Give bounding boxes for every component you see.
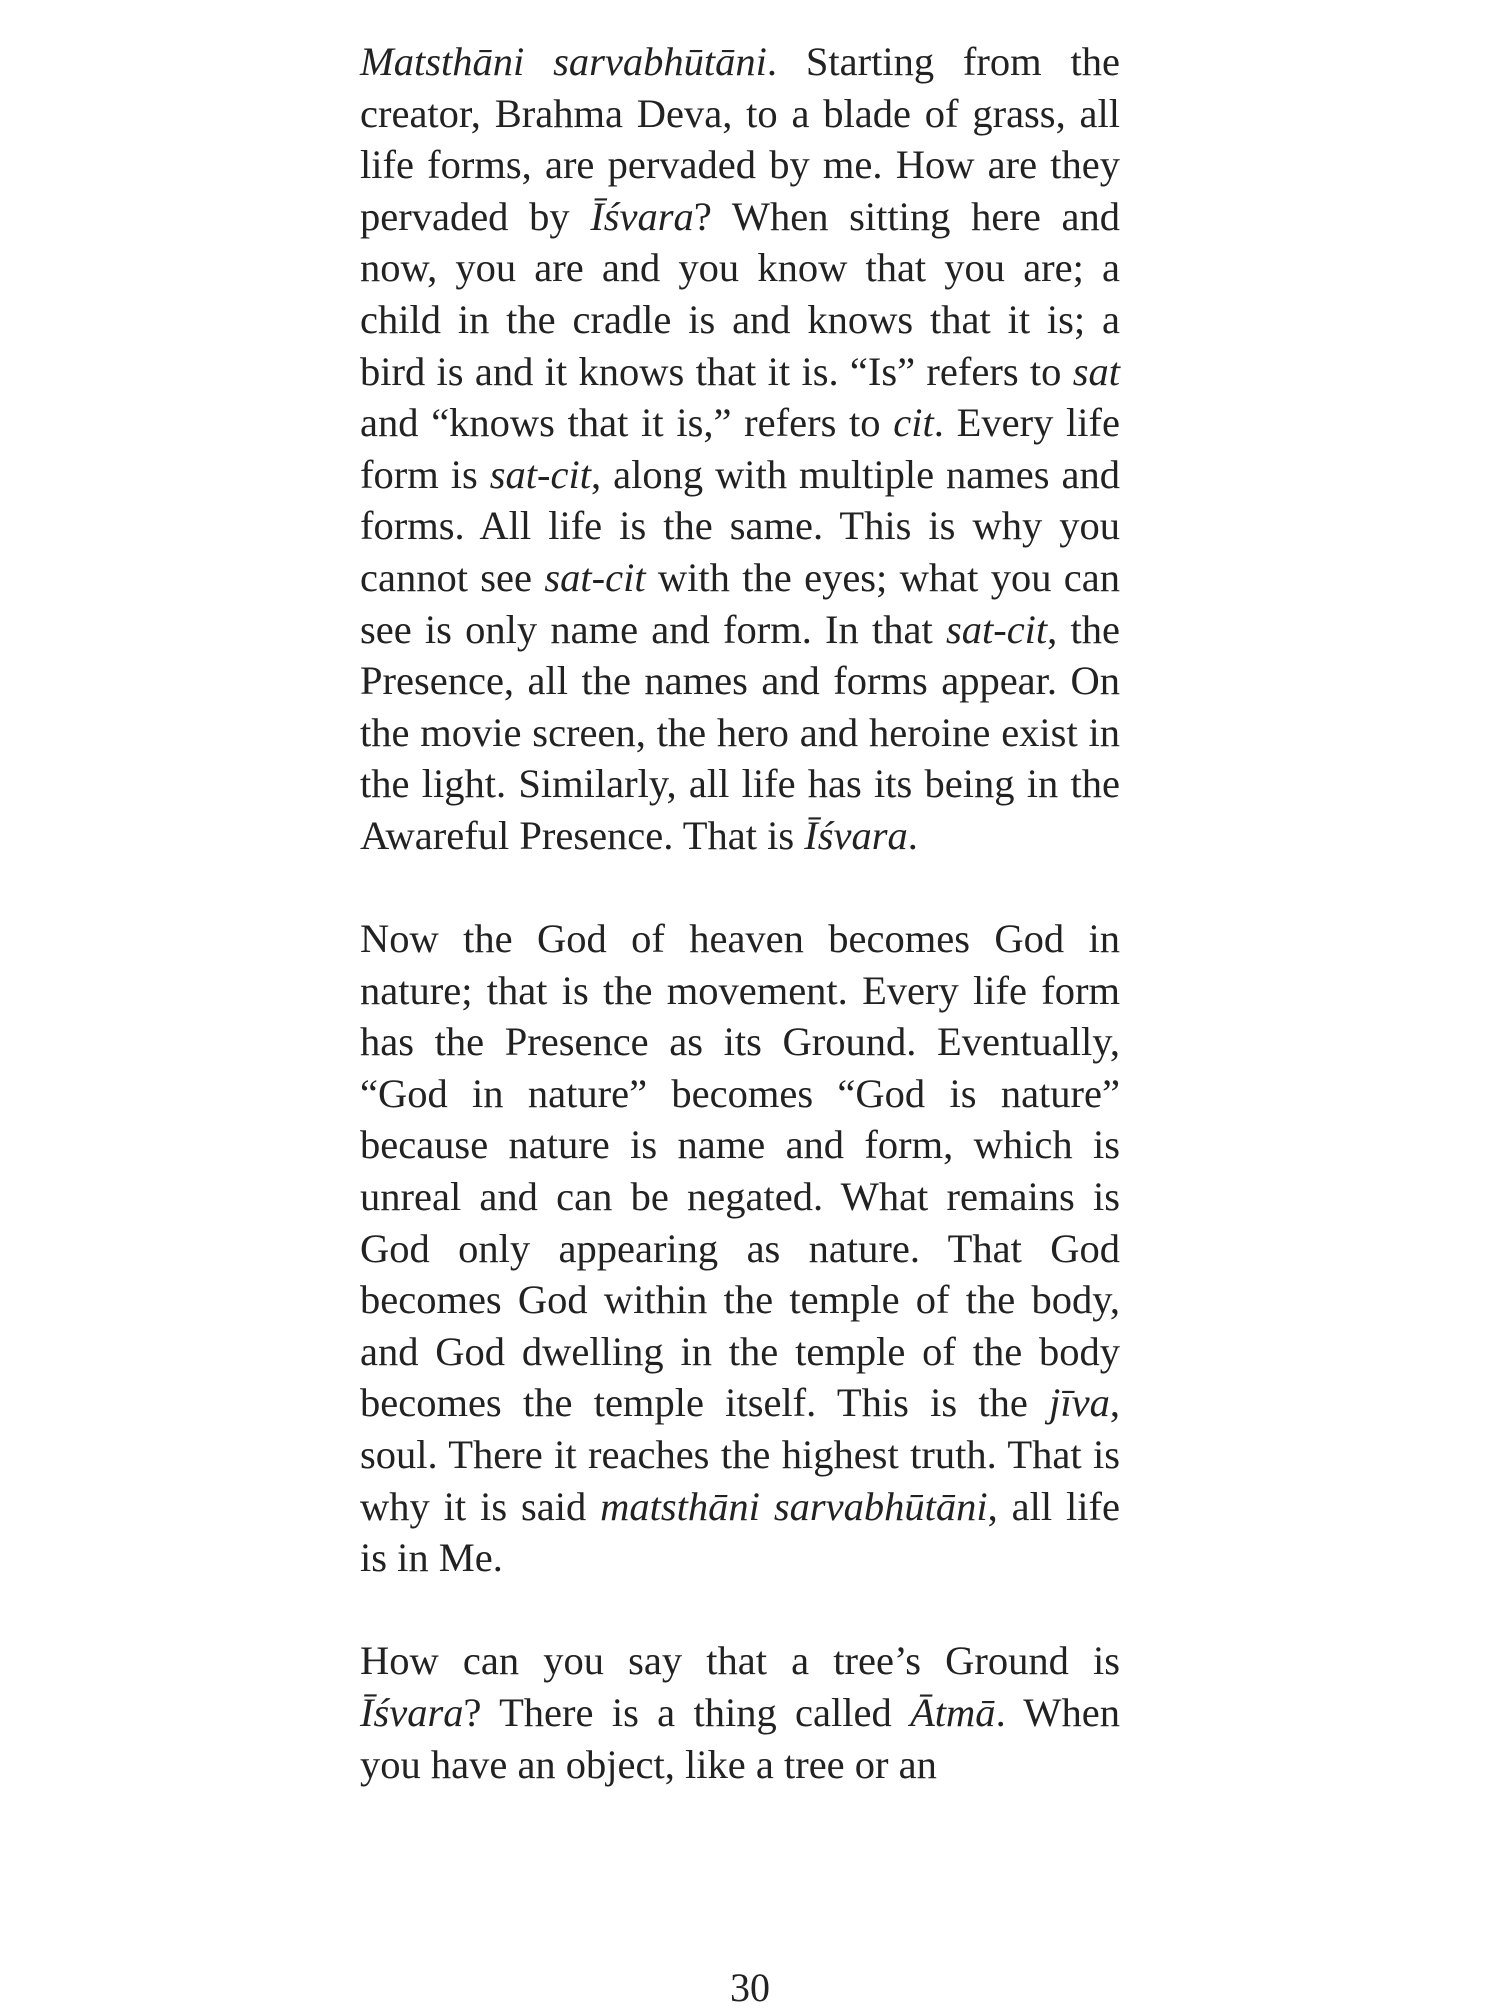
- text-run: . Every life form is: [360, 400, 1121, 497]
- sanskrit-term: sat: [1072, 348, 1120, 394]
- text-run: with the eyes; what you can see is only name and form. In that: [360, 554, 1121, 652]
- sanskrit-term: sat-cit: [945, 606, 1048, 652]
- text-run: Now the God of heaven becomes God in nature; that is the movement. Every life form has the Presence as its Ground. Eventually, “God in nature” becomes “God is nature” because nature is name and form, which is unreal and can be negated. What remains is God only appearing as nature. That God becomes God within the temple of the body, and God dwelling in the temple of the body becomes the temple itself. This is the: [360, 916, 1120, 1426]
- text-run: , all life is in Me.: [360, 1483, 1120, 1581]
- sanskrit-term: jīva: [1049, 1380, 1110, 1426]
- text-run: and “knows that it is,” refers to: [360, 400, 894, 446]
- text-run: . When you have an object, like a tree or an: [360, 1690, 1120, 1787]
- text-run: , along with multiple names and forms. All life is the same. This is why you cannot see: [360, 451, 1120, 600]
- paragraph-1: [360, 36, 1120, 862]
- text-run: ? When sitting here and now, you are and you know that you are; a child in the cradle is and knows that it is; a bird is and it knows that it is. “Is” refers to: [360, 193, 1120, 394]
- text-run: .: [907, 812, 918, 858]
- text-run: , the Presence, all the names and forms appear. On the movie screen, the hero and heroine exist in the light. Similarly, all life has its being in the Awareful Presence. That is: [360, 606, 1120, 858]
- sanskrit-term: Īśvara: [804, 812, 908, 858]
- text-run: . Starting from the creator, Brahma Deva, to a blade of grass, all life forms, are pervaded by me. How are they pervaded by: [360, 39, 1120, 239]
- paragraph-3: [360, 1635, 1120, 1790]
- sanskrit-term: Matsthāni sarvabhūtāni: [360, 39, 767, 84]
- text-run: , soul. There it reaches the highest truth. That is why it is said: [360, 1380, 1120, 1529]
- sanskrit-term: cit: [893, 400, 934, 446]
- sanskrit-term: Īśvara: [590, 193, 694, 239]
- body-text: [360, 36, 1120, 1790]
- sanskrit-term: Īśvara: [360, 1690, 464, 1735]
- sanskrit-term: sat-cit: [489, 451, 591, 497]
- sanskrit-term: sat-cit: [544, 554, 646, 600]
- text-run: ? There is a thing called: [463, 1690, 911, 1735]
- paragraph-2: [360, 913, 1120, 1584]
- sanskrit-term: matsthāni sarvabhūtāni: [600, 1483, 988, 1529]
- page-number: 30: [730, 1965, 770, 2010]
- sanskrit-term: Ātmā: [910, 1690, 996, 1735]
- text-run: How can you say that a tree’s Ground is: [360, 1638, 1120, 1684]
